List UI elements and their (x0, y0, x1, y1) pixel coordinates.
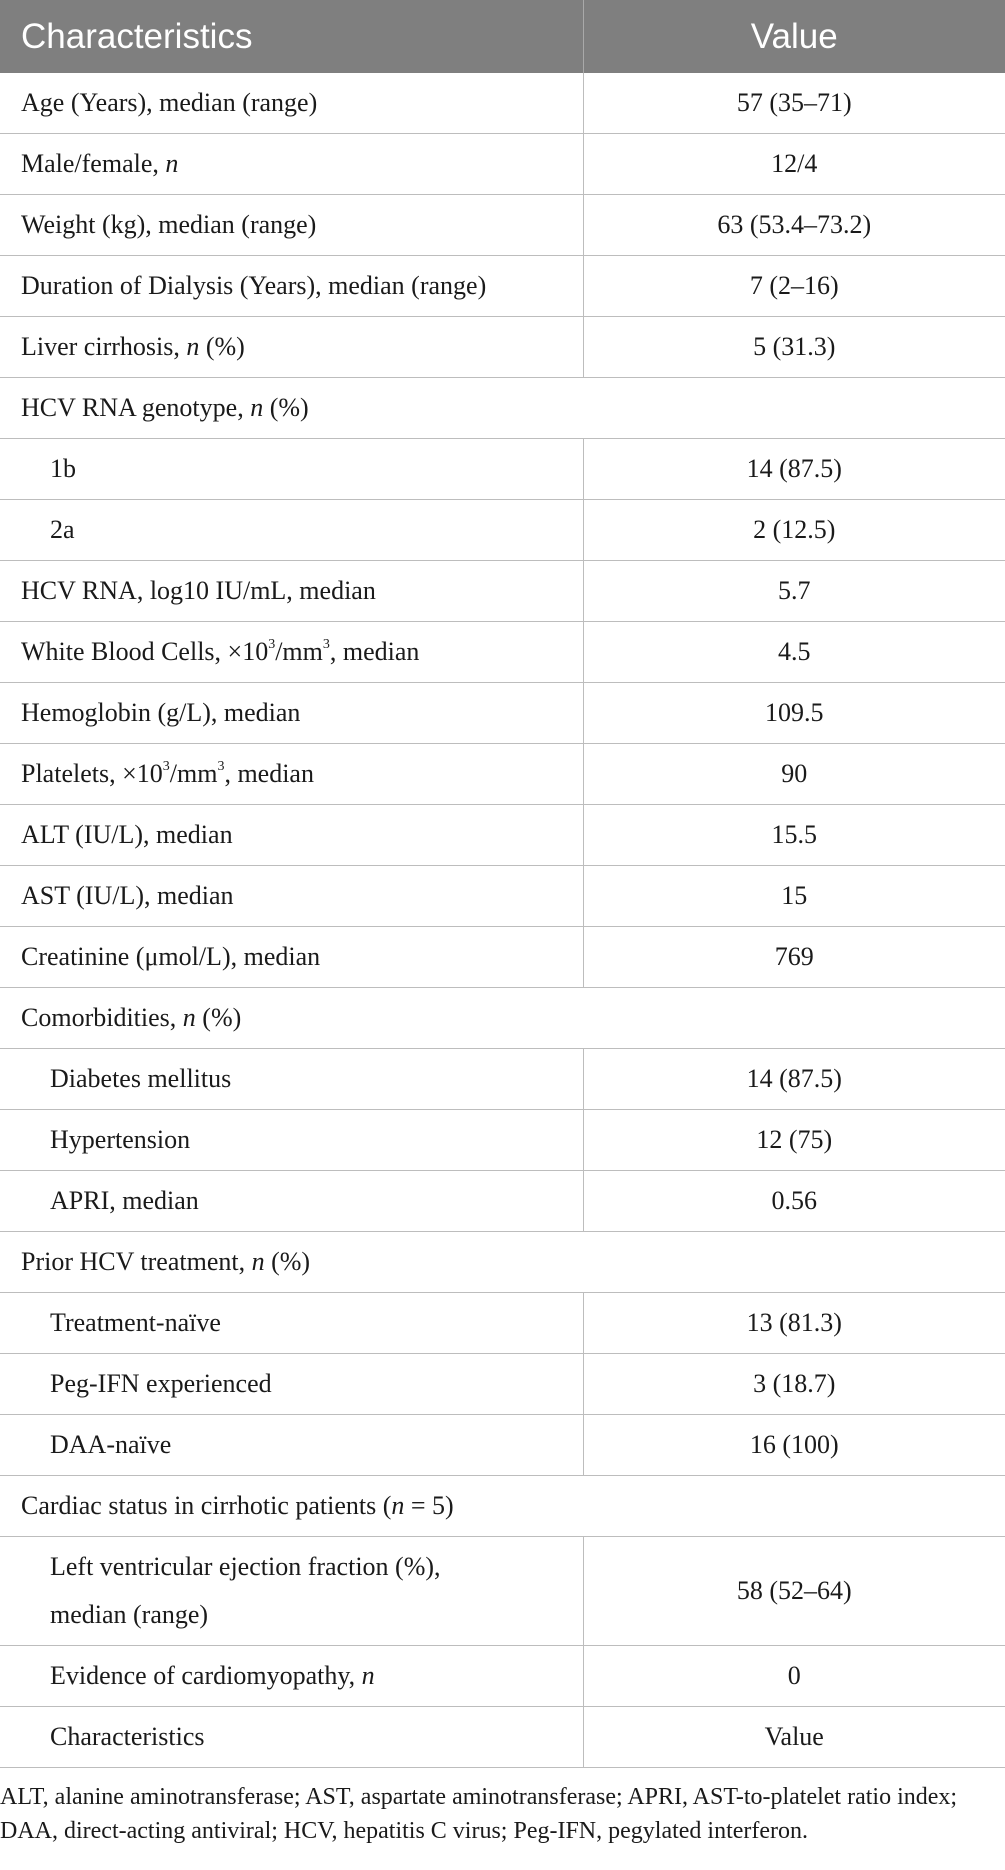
row-value: 57 (35–71) (583, 73, 1005, 134)
row-value: 12/4 (583, 134, 1005, 195)
row-label: APRI, median (0, 1171, 583, 1232)
row-label: ALT (IU/L), median (0, 805, 583, 866)
table-row (0, 73, 1005, 134)
header-characteristics: Characteristics (0, 0, 583, 73)
row-label: Peg-IFN experienced (0, 1354, 583, 1415)
row-value: 14 (87.5) (583, 439, 1005, 500)
section-row (0, 1476, 1005, 1537)
table-row (0, 1537, 1005, 1646)
table-row (0, 1110, 1005, 1171)
row-value: 3 (18.7) (583, 1354, 1005, 1415)
row-label: HCV RNA, log10 IU/mL, median (0, 561, 583, 622)
row-value: 13 (81.3) (583, 1293, 1005, 1354)
table-row (0, 805, 1005, 866)
row-label: AST (IU/L), median (0, 866, 583, 927)
row-label: Weight (kg), median (range) (0, 195, 583, 256)
row-value: 769 (583, 927, 1005, 988)
table-row (0, 1354, 1005, 1415)
table-row (0, 256, 1005, 317)
section-row (0, 378, 1005, 439)
row-label: DAA-naïve (0, 1415, 583, 1476)
table-row (0, 500, 1005, 561)
row-value: 4.5 (583, 622, 1005, 683)
row-value: Value (583, 1707, 1005, 1768)
row-label: Creatinine (μmol/L), median (0, 927, 583, 988)
table-row (0, 744, 1005, 805)
row-label: White Blood Cells, $\times 10^3/mm^3$, median (0, 622, 583, 683)
row-label: Characteristics (0, 1707, 583, 1768)
table-row (0, 683, 1005, 744)
header-value: Value (583, 0, 1005, 73)
row-label: Hemoglobin (g/L), median (0, 683, 583, 744)
row-label: Platelets, $\times 10^3/mm^3$, median (0, 744, 583, 805)
section-row (0, 1232, 1005, 1293)
row-value: 16 (100) (583, 1415, 1005, 1476)
row-label: Male/female, n (0, 134, 583, 195)
row-value: 15 (583, 866, 1005, 927)
row-label: Treatment-naïve (0, 1293, 583, 1354)
table-row (0, 1171, 1005, 1232)
row-label: Left ventricular ejection fraction (%), median (range) (0, 1537, 583, 1646)
row-label: 2a (0, 500, 583, 561)
row-label: Age (Years), median (range) (0, 73, 583, 134)
table-row (0, 439, 1005, 500)
row-value: 90 (583, 744, 1005, 805)
row-label: 1b (0, 439, 583, 500)
row-value: 5 (31.3) (583, 317, 1005, 378)
table-row (0, 1646, 1005, 1707)
table-row (0, 1707, 1005, 1768)
row-value: 0 (583, 1646, 1005, 1707)
row-label: Duration of Dialysis (Years), median (range) (0, 256, 583, 317)
row-label: Hypertension (0, 1110, 583, 1171)
row-value: 0.56 (583, 1171, 1005, 1232)
table-row (0, 195, 1005, 256)
table-row (0, 561, 1005, 622)
section-label: Cardiac status in cirrhotic patients (n = 5) (0, 1476, 1005, 1537)
table-footnote: ALT, alanine aminotransferase; AST, aspartate aminotransferase; APRI, AST-to-platelet ratio index; DAA, direct-acting antiviral; HCV, hepatitis C virus; Peg-IFN, pegylated interferon. (0, 1784, 958, 1844)
table-header-row (0, 0, 1005, 73)
row-label: Evidence of cardiomyopathy, n (0, 1646, 583, 1707)
table-row (0, 866, 1005, 927)
table-row (0, 134, 1005, 195)
table-row (0, 622, 1005, 683)
row-value: 109.5 (583, 683, 1005, 744)
row-value: 15.5 (583, 805, 1005, 866)
row-value: 7 (2–16) (583, 256, 1005, 317)
row-value: 5.7 (583, 561, 1005, 622)
table-row (0, 927, 1005, 988)
section-label: Comorbidities, n (%) (0, 988, 1005, 1049)
row-label: Liver cirrhosis, n (%) (0, 317, 583, 378)
table-row (0, 1415, 1005, 1476)
row-value: 12 (75) (583, 1110, 1005, 1171)
section-label: HCV RNA genotype, n (%) (0, 378, 1005, 439)
row-value: 14 (87.5) (583, 1049, 1005, 1110)
section-row (0, 988, 1005, 1049)
row-value: 63 (53.4–73.2) (583, 195, 1005, 256)
row-value: 2 (12.5) (583, 500, 1005, 561)
row-value: 58 (52–64) (583, 1537, 1005, 1646)
table-row (0, 1293, 1005, 1354)
section-label: Prior HCV treatment, n (%) (0, 1232, 1005, 1293)
table-row (0, 317, 1005, 378)
row-label: Diabetes mellitus (0, 1049, 583, 1110)
table-row (0, 1049, 1005, 1110)
